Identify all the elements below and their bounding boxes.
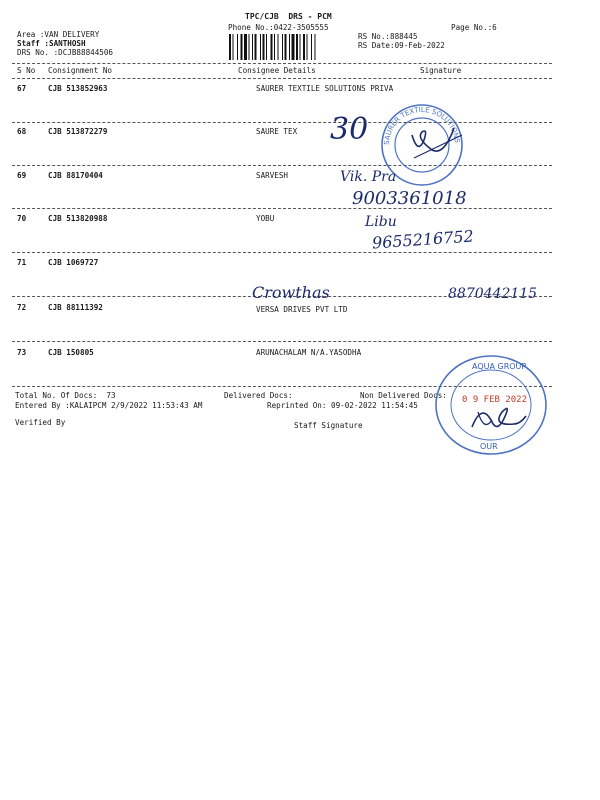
rs-date: RS Date:09-Feb-2022 xyxy=(358,41,445,50)
row-sno: 68 xyxy=(17,127,27,136)
row-consignment: CJB 150805 xyxy=(48,348,94,357)
rs-number: RS No.:888445 xyxy=(358,32,418,41)
row-consignment: CJB 513820988 xyxy=(48,214,108,223)
area-label: Area :VAN DELIVERY xyxy=(17,30,100,39)
staff-signature-label: Staff Signature xyxy=(294,421,363,430)
receiver-stamp xyxy=(432,352,550,458)
stamp-top-text: AQUA GROUP xyxy=(472,362,527,371)
phone-number: Phone No.:0422-3505555 xyxy=(228,23,329,32)
row-consignee: ARUNACHALAM N/A.YASODHA xyxy=(256,348,362,357)
drs-number: DRS No. :DCJB88844506 xyxy=(17,48,114,57)
divider xyxy=(12,341,552,342)
handwritten-name: Crowthas xyxy=(252,283,330,302)
handwritten-phone: 9003361018 xyxy=(352,188,467,209)
column-consignment: Consignment No xyxy=(48,66,113,75)
row-sno: 73 xyxy=(17,348,27,357)
divider xyxy=(12,63,552,64)
row-sno: 69 xyxy=(17,171,27,180)
handwritten-phone: 9655216752 xyxy=(371,226,475,253)
row-consignee: YOBU xyxy=(256,214,275,223)
row-sno: 67 xyxy=(17,84,27,93)
row-consignment: CJB 88111392 xyxy=(48,303,103,312)
divider xyxy=(12,208,552,209)
row-consignee: SARVESH xyxy=(256,171,289,180)
entered-by: Entered By :KALAIPCM 2/9/2022 11:53:43 AM xyxy=(15,401,203,410)
row-consignment: CJB 1069727 xyxy=(48,258,99,267)
handwritten-name: Vik. Pra xyxy=(340,169,397,185)
stamp-ring-text: SAURER TEXTILE SOLUTIONS xyxy=(382,105,461,146)
delivered-docs: Delivered Docs: xyxy=(224,391,293,400)
barcode xyxy=(228,34,352,60)
page-number: Page No.:6 xyxy=(451,23,497,32)
column-signature: Signature xyxy=(420,66,462,75)
row-consignee: VERSA DRIVES PVT LTD xyxy=(256,305,348,314)
row-sno: 70 xyxy=(17,214,27,223)
row-consignment: CJB 513852963 xyxy=(48,84,108,93)
stamp-bottom-text: OUR xyxy=(480,442,498,451)
verified-by: Verified By xyxy=(15,418,66,427)
row-consignment: CJB 88170404 xyxy=(48,171,103,180)
handwritten-phone: 8870442115 xyxy=(448,286,538,302)
staff-label: Staff :SANTHOSH xyxy=(17,39,86,48)
handwritten-name: Libu xyxy=(365,214,397,230)
total-docs: Total No. Of Docs: 73 xyxy=(15,391,116,400)
row-consignee: SAURE TEX xyxy=(256,127,298,136)
row-consignment: CJB 513872279 xyxy=(48,127,108,136)
non-delivered-docs: Non Delivered Docs: xyxy=(360,391,447,400)
divider xyxy=(12,252,552,253)
row-sno: 71 xyxy=(17,258,27,267)
document-title: TPC/CJB DRS - PCM xyxy=(245,12,332,21)
row-sno: 72 xyxy=(17,303,27,312)
row-consignee: SAURER TEXTILE SOLUTIONS PRIVA xyxy=(256,84,394,93)
column-sno: S No xyxy=(17,66,36,75)
column-consignee: Consignee Details xyxy=(238,66,316,75)
divider xyxy=(12,78,552,79)
stamp-date: 0 9 FEB 2022 xyxy=(462,395,528,405)
reprinted-on: Reprinted On: 09-02-2022 11:54:45 xyxy=(267,401,418,410)
handwritten-note: 30 xyxy=(330,112,369,147)
